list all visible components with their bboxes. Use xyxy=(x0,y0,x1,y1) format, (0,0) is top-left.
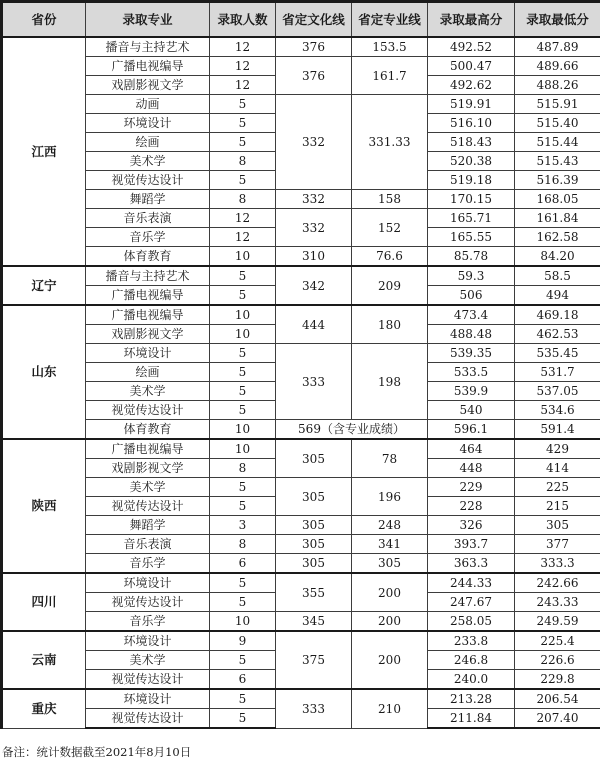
major-line-cell: 78 xyxy=(352,439,428,478)
max-score-cell: 240.0 xyxy=(428,670,515,690)
major-cell: 音乐学 xyxy=(86,228,210,247)
max-score-cell: 518.43 xyxy=(428,133,515,152)
major-cell: 视觉传达设计 xyxy=(86,171,210,190)
major-line-cell: 158 xyxy=(352,190,428,209)
count-cell: 10 xyxy=(210,325,276,344)
major-cell: 戏剧影视文学 xyxy=(86,459,210,478)
province-cell: 山东 xyxy=(2,305,86,439)
max-score-cell: 393.7 xyxy=(428,535,515,554)
min-score-cell: 215 xyxy=(515,497,600,516)
culture-line-cell: 305 xyxy=(276,478,352,516)
max-score-cell: 258.05 xyxy=(428,612,515,632)
major-cell: 视觉传达设计 xyxy=(86,497,210,516)
max-score-cell: 533.5 xyxy=(428,363,515,382)
count-cell: 5 xyxy=(210,171,276,190)
max-score-cell: 540 xyxy=(428,401,515,420)
max-score-cell: 519.91 xyxy=(428,95,515,114)
major-line-cell: 200 xyxy=(352,631,428,689)
min-score-cell: 515.91 xyxy=(515,95,600,114)
count-cell: 10 xyxy=(210,420,276,440)
province-cell: 四川 xyxy=(2,573,86,631)
major-cell: 环境设计 xyxy=(86,344,210,363)
major-line-cell: 210 xyxy=(352,689,428,728)
table-row xyxy=(2,95,600,114)
max-score-cell: 473.4 xyxy=(428,305,515,325)
major-line-cell: 331.33 xyxy=(352,95,428,190)
table-row xyxy=(2,631,600,651)
count-cell: 5 xyxy=(210,266,276,286)
min-score-cell: 207.40 xyxy=(515,709,600,729)
major-line-cell: 200 xyxy=(352,573,428,612)
count-cell: 5 xyxy=(210,478,276,497)
count-cell: 12 xyxy=(210,57,276,76)
table-row xyxy=(2,689,600,709)
count-cell: 6 xyxy=(210,670,276,690)
culture-line-cell: 305 xyxy=(276,535,352,554)
culture-line-cell: 345 xyxy=(276,612,352,632)
header-culture-line: 省定文化线 xyxy=(276,2,352,38)
major-cell: 绘画 xyxy=(86,133,210,152)
min-score-cell: 243.33 xyxy=(515,593,600,612)
count-cell: 5 xyxy=(210,114,276,133)
max-score-cell: 492.52 xyxy=(428,37,515,57)
table-body xyxy=(2,37,600,728)
count-cell: 10 xyxy=(210,612,276,632)
culture-line-cell: 332 xyxy=(276,190,352,209)
table-row xyxy=(2,266,600,286)
min-score-cell: 429 xyxy=(515,439,600,459)
header-max-score: 录取最高分 xyxy=(428,2,515,38)
max-score-cell: 464 xyxy=(428,439,515,459)
count-cell: 5 xyxy=(210,286,276,306)
max-score-cell: 500.47 xyxy=(428,57,515,76)
max-score-cell: 233.8 xyxy=(428,631,515,651)
max-score-cell: 246.8 xyxy=(428,651,515,670)
major-cell: 音乐学 xyxy=(86,554,210,574)
min-score-cell: 462.53 xyxy=(515,325,600,344)
header-min-score: 录取最低分 xyxy=(515,2,600,38)
province-cell: 重庆 xyxy=(2,689,86,728)
max-score-cell: 213.28 xyxy=(428,689,515,709)
major-cell: 体育教育 xyxy=(86,420,210,440)
min-score-cell: 488.26 xyxy=(515,76,600,95)
culture-line-cell: 355 xyxy=(276,573,352,612)
major-cell: 环境设计 xyxy=(86,689,210,709)
max-score-cell: 516.10 xyxy=(428,114,515,133)
major-cell: 播音与主持艺术 xyxy=(86,37,210,57)
major-line-cell: 196 xyxy=(352,478,428,516)
count-cell: 5 xyxy=(210,401,276,420)
table-row xyxy=(2,190,600,209)
min-score-cell: 305 xyxy=(515,516,600,535)
max-score-cell: 165.71 xyxy=(428,209,515,228)
count-cell: 10 xyxy=(210,439,276,459)
max-score-cell: 326 xyxy=(428,516,515,535)
min-score-cell: 206.54 xyxy=(515,689,600,709)
header-major: 录取专业 xyxy=(86,2,210,38)
max-score-cell: 488.48 xyxy=(428,325,515,344)
culture-line-cell: 444 xyxy=(276,305,352,344)
min-score-cell: 161.84 xyxy=(515,209,600,228)
culture-line-cell: 375 xyxy=(276,631,352,689)
min-score-cell: 242.66 xyxy=(515,573,600,593)
min-score-cell: 534.6 xyxy=(515,401,600,420)
culture-line-cell: 376 xyxy=(276,57,352,95)
max-score-cell: 229 xyxy=(428,478,515,497)
major-cell: 视觉传达设计 xyxy=(86,593,210,612)
table-row xyxy=(2,344,600,363)
major-cell: 美术学 xyxy=(86,382,210,401)
min-score-cell: 515.43 xyxy=(515,152,600,171)
min-score-cell: 469.18 xyxy=(515,305,600,325)
major-line-cell: 248 xyxy=(352,516,428,535)
major-cell: 广播电视编导 xyxy=(86,286,210,306)
min-score-cell: 377 xyxy=(515,535,600,554)
min-score-cell: 249.59 xyxy=(515,612,600,632)
min-score-cell: 487.89 xyxy=(515,37,600,57)
max-score-cell: 596.1 xyxy=(428,420,515,440)
count-cell: 5 xyxy=(210,95,276,114)
count-cell: 5 xyxy=(210,651,276,670)
major-cell: 美术学 xyxy=(86,651,210,670)
min-score-cell: 226.6 xyxy=(515,651,600,670)
min-score-cell: 516.39 xyxy=(515,171,600,190)
count-cell: 3 xyxy=(210,516,276,535)
table-row xyxy=(2,305,600,325)
max-score-cell: 228 xyxy=(428,497,515,516)
culture-line-cell: 305 xyxy=(276,516,352,535)
count-cell: 12 xyxy=(210,209,276,228)
max-score-cell: 520.38 xyxy=(428,152,515,171)
major-cell: 舞蹈学 xyxy=(86,190,210,209)
count-cell: 10 xyxy=(210,305,276,325)
min-score-cell: 515.44 xyxy=(515,133,600,152)
max-score-cell: 247.67 xyxy=(428,593,515,612)
major-cell: 广播电视编导 xyxy=(86,439,210,459)
major-cell: 播音与主持艺术 xyxy=(86,266,210,286)
major-cell: 视觉传达设计 xyxy=(86,401,210,420)
footnote: 备注：统计数据截至2021年8月10日 xyxy=(2,745,192,759)
min-score-cell: 531.7 xyxy=(515,363,600,382)
table-row xyxy=(2,439,600,459)
major-line-cell: 341 xyxy=(352,535,428,554)
major-cell: 广播电视编导 xyxy=(86,57,210,76)
count-cell: 5 xyxy=(210,382,276,401)
major-cell: 美术学 xyxy=(86,152,210,171)
max-score-cell: 85.78 xyxy=(428,247,515,267)
header-major-line: 省定专业线 xyxy=(352,2,428,38)
min-score-cell: 58.5 xyxy=(515,266,600,286)
table-row xyxy=(2,612,600,632)
major-line-cell: 153.5 xyxy=(352,37,428,57)
count-cell: 5 xyxy=(210,497,276,516)
table-row xyxy=(2,37,600,57)
min-score-cell: 414 xyxy=(515,459,600,478)
min-score-cell: 591.4 xyxy=(515,420,600,440)
count-cell: 8 xyxy=(210,535,276,554)
max-score-cell: 539.35 xyxy=(428,344,515,363)
count-cell: 5 xyxy=(210,344,276,363)
count-cell: 10 xyxy=(210,247,276,267)
max-score-cell: 59.3 xyxy=(428,266,515,286)
major-line-cell: 161.7 xyxy=(352,57,428,95)
major-cell: 广播电视编导 xyxy=(86,305,210,325)
count-cell: 12 xyxy=(210,228,276,247)
max-score-cell: 170.15 xyxy=(428,190,515,209)
major-line-cell: 200 xyxy=(352,612,428,632)
culture-line-cell: 569（含专业成绩） xyxy=(276,420,428,440)
major-cell: 动画 xyxy=(86,95,210,114)
major-cell: 环境设计 xyxy=(86,631,210,651)
table-row xyxy=(2,516,600,535)
major-cell: 舞蹈学 xyxy=(86,516,210,535)
max-score-cell: 165.55 xyxy=(428,228,515,247)
min-score-cell: 229.8 xyxy=(515,670,600,690)
max-score-cell: 539.9 xyxy=(428,382,515,401)
max-score-cell: 519.18 xyxy=(428,171,515,190)
table-row xyxy=(2,57,600,76)
province-cell: 辽宁 xyxy=(2,266,86,305)
major-cell: 戏剧影视文学 xyxy=(86,325,210,344)
culture-line-cell: 332 xyxy=(276,95,352,190)
major-cell: 环境设计 xyxy=(86,573,210,593)
min-score-cell: 162.58 xyxy=(515,228,600,247)
major-cell: 绘画 xyxy=(86,363,210,382)
max-score-cell: 506 xyxy=(428,286,515,306)
max-score-cell: 244.33 xyxy=(428,573,515,593)
count-cell: 9 xyxy=(210,631,276,651)
culture-line-cell: 376 xyxy=(276,37,352,57)
culture-line-cell: 305 xyxy=(276,439,352,478)
major-line-cell: 180 xyxy=(352,305,428,344)
major-cell: 戏剧影视文学 xyxy=(86,76,210,95)
table-row xyxy=(2,535,600,554)
count-cell: 5 xyxy=(210,573,276,593)
count-cell: 5 xyxy=(210,709,276,729)
province-cell: 江西 xyxy=(2,37,86,266)
culture-line-cell: 332 xyxy=(276,209,352,247)
culture-line-cell: 305 xyxy=(276,554,352,574)
table-row xyxy=(2,420,600,440)
count-cell: 12 xyxy=(210,76,276,95)
table-row xyxy=(2,478,600,497)
count-cell: 6 xyxy=(210,554,276,574)
major-cell: 音乐表演 xyxy=(86,535,210,554)
major-line-cell: 76.6 xyxy=(352,247,428,267)
major-cell: 体育教育 xyxy=(86,247,210,267)
max-score-cell: 363.3 xyxy=(428,554,515,574)
min-score-cell: 489.66 xyxy=(515,57,600,76)
table-header-row xyxy=(2,2,600,38)
min-score-cell: 333.3 xyxy=(515,554,600,574)
major-cell: 视觉传达设计 xyxy=(86,670,210,690)
min-score-cell: 515.40 xyxy=(515,114,600,133)
max-score-cell: 448 xyxy=(428,459,515,478)
min-score-cell: 535.45 xyxy=(515,344,600,363)
min-score-cell: 84.20 xyxy=(515,247,600,267)
header-province: 省份 xyxy=(2,2,86,38)
min-score-cell: 168.05 xyxy=(515,190,600,209)
count-cell: 8 xyxy=(210,152,276,171)
min-score-cell: 494 xyxy=(515,286,600,306)
major-cell: 视觉传达设计 xyxy=(86,709,210,729)
count-cell: 5 xyxy=(210,689,276,709)
major-line-cell: 209 xyxy=(352,266,428,305)
header-count: 录取人数 xyxy=(210,2,276,38)
major-line-cell: 305 xyxy=(352,554,428,574)
major-cell: 音乐学 xyxy=(86,612,210,632)
culture-line-cell: 310 xyxy=(276,247,352,267)
table-row xyxy=(2,573,600,593)
count-cell: 12 xyxy=(210,37,276,57)
major-cell: 美术学 xyxy=(86,478,210,497)
min-score-cell: 225 xyxy=(515,478,600,497)
table-row xyxy=(2,247,600,267)
major-line-cell: 152 xyxy=(352,209,428,247)
count-cell: 8 xyxy=(210,459,276,478)
major-line-cell: 198 xyxy=(352,344,428,420)
count-cell: 5 xyxy=(210,593,276,612)
count-cell: 8 xyxy=(210,190,276,209)
culture-line-cell: 333 xyxy=(276,689,352,728)
culture-line-cell: 342 xyxy=(276,266,352,305)
min-score-cell: 225.4 xyxy=(515,631,600,651)
count-cell: 5 xyxy=(210,363,276,382)
major-cell: 环境设计 xyxy=(86,114,210,133)
count-cell: 5 xyxy=(210,133,276,152)
max-score-cell: 211.84 xyxy=(428,709,515,729)
table-row xyxy=(2,209,600,228)
culture-line-cell: 333 xyxy=(276,344,352,420)
table-row xyxy=(2,554,600,574)
province-cell: 陕西 xyxy=(2,439,86,573)
major-cell: 音乐表演 xyxy=(86,209,210,228)
min-score-cell: 537.05 xyxy=(515,382,600,401)
province-cell: 云南 xyxy=(2,631,86,689)
max-score-cell: 492.62 xyxy=(428,76,515,95)
